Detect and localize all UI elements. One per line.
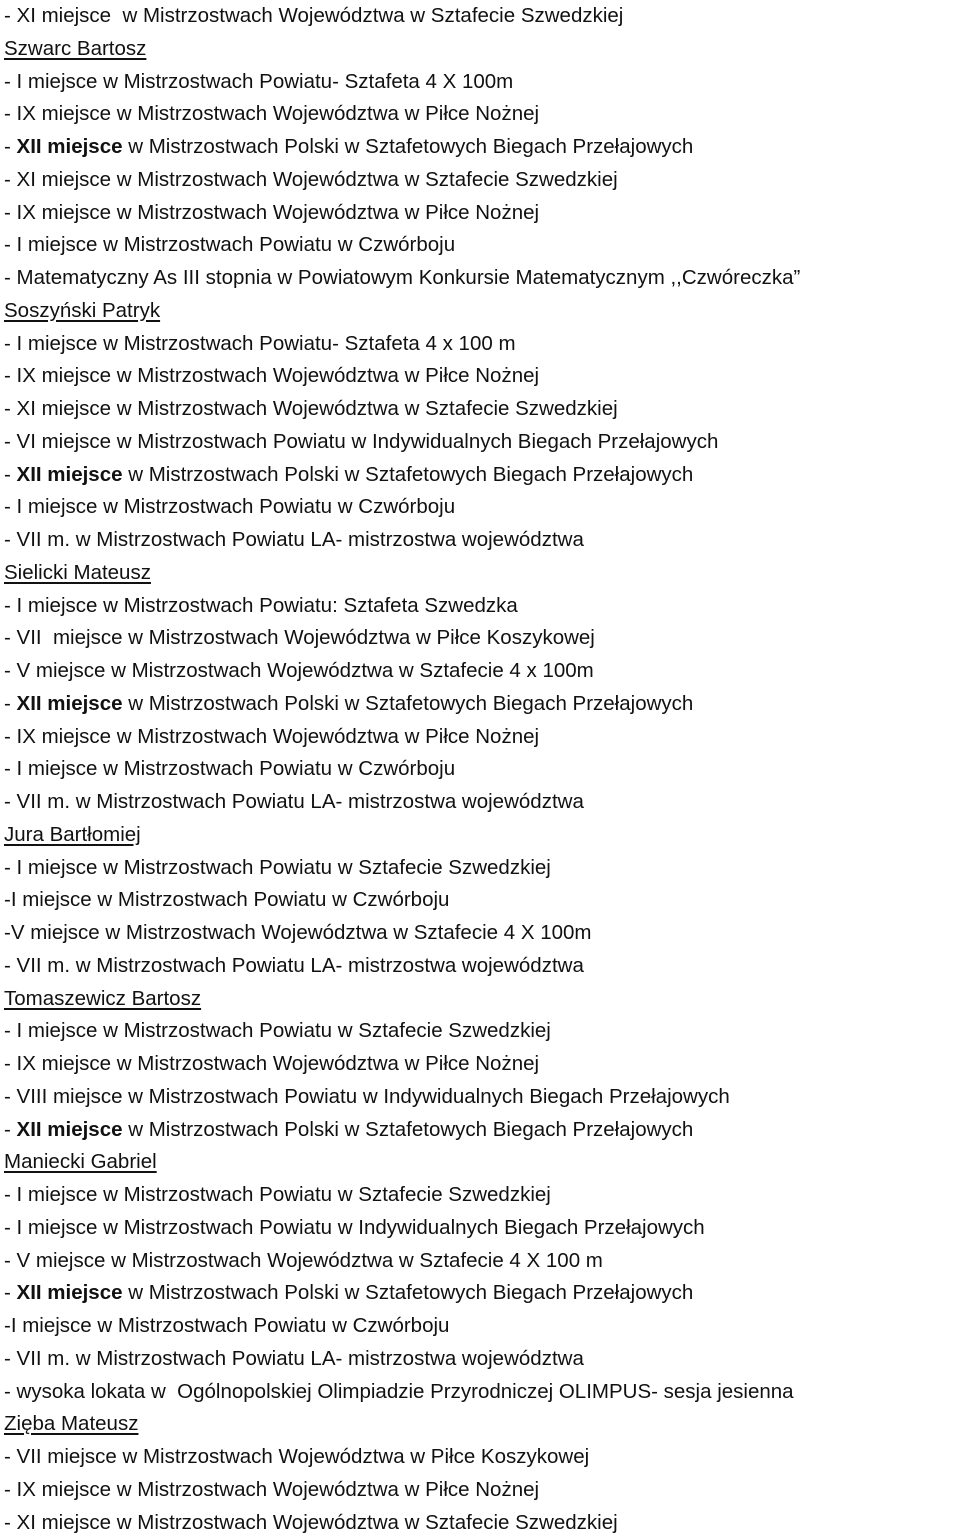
- achievement-line: - IX miejsce w Mistrzostwach Województwa w Piłce Nożnej: [4, 1048, 956, 1081]
- student-name-text: Sielicki Mateusz: [4, 561, 151, 584]
- achievement-line: [4, 1277, 956, 1310]
- achievement-line: - V miejsce w Mistrzostwach Województwa w Sztafecie 4 x 100m: [4, 655, 956, 688]
- student-name-text: Zięba Mateusz: [4, 1412, 138, 1435]
- achievement-rest: w Mistrzostwach Polski w Sztafetowych Biegach Przełajowych: [123, 135, 694, 158]
- achievement-line: - IX miejsce w Mistrzostwach Województwa w Piłce Nożnej: [4, 197, 956, 230]
- achievement-line: - I miejsce w Mistrzostwach Powiatu w Sztafecie Szwedzkiej: [4, 1179, 956, 1212]
- achievement-line: - XI miejsce w Mistrzostwach Województwa w Sztafecie Szwedzkiej: [4, 164, 956, 197]
- achievement-rest: w Mistrzostwach Polski w Sztafetowych Biegach Przełajowych: [123, 1118, 694, 1141]
- achievement-line: - IX miejsce w Mistrzostwach Województwa w Piłce Nożnej: [4, 721, 956, 754]
- achievement-line: - I miejsce w Mistrzostwach Powiatu w Indywidualnych Biegach Przełajowych: [4, 1212, 956, 1245]
- achievement-rest: w Mistrzostwach Polski w Sztafetowych Biegach Przełajowych: [123, 692, 694, 715]
- achievement-place-bold: XII miejsce: [17, 1118, 123, 1141]
- student-name-text: Szwarc Bartosz: [4, 37, 146, 60]
- achievement-line: - IX miejsce w Mistrzostwach Województwa w Piłce Nożnej: [4, 360, 956, 393]
- achievement-place-bold: XII miejsce: [17, 692, 123, 715]
- achievement-rest: w Mistrzostwach Polski w Sztafetowych Biegach Przełajowych: [123, 463, 694, 486]
- achievement-line: - IX miejsce w Mistrzostwach Województwa w Piłce Nożnej: [4, 1474, 956, 1507]
- achievement-line: - VIII miejsce w Mistrzostwach Powiatu w Indywidualnych Biegach Przełajowych: [4, 1081, 956, 1114]
- achievement-line: [4, 131, 956, 164]
- achievement-place-bold: XII miejsce: [17, 463, 123, 486]
- achievement-line: - VII m. w Mistrzostwach Powiatu LA- mistrzostwa województwa: [4, 1343, 956, 1376]
- achievement-line: - VII m. w Mistrzostwach Powiatu LA- mistrzostwa województwa: [4, 950, 956, 983]
- achievement-line: - wysoka lokata w Ogólnopolskiej Olimpiadzie Przyrodniczej OLIMPUS- sesja jesienna: [4, 1376, 956, 1409]
- achievement-line: - I miejsce w Mistrzostwach Powiatu w Czwórboju: [4, 229, 956, 262]
- student-name: [4, 295, 956, 328]
- achievement-line: - VII miejsce w Mistrzostwach Województwa w Piłce Koszykowej: [4, 1441, 956, 1474]
- achievement-line: - XI miejsce w Mistrzostwach Województwa w Sztafecie Szwedzkiej: [4, 393, 956, 426]
- achievements-document: [4, 0, 956, 1539]
- student-name: [4, 1146, 956, 1179]
- achievement-prefix: -: [4, 1281, 17, 1304]
- student-name-text: Soszyński Patryk: [4, 299, 160, 322]
- achievement-line: - I miejsce w Mistrzostwach Powiatu w Sztafecie Szwedzkiej: [4, 1015, 956, 1048]
- achievement-line: -I miejsce w Mistrzostwach Powiatu w Czwórboju: [4, 884, 956, 917]
- achievement-rest: w Mistrzostwach Polski w Sztafetowych Biegach Przełajowych: [123, 1281, 694, 1304]
- achievement-line: -V miejsce w Mistrzostwach Województwa w Sztafecie 4 X 100m: [4, 917, 956, 950]
- student-name: [4, 557, 956, 590]
- achievement-line: - Matematyczny As III stopnia w Powiatowym Konkursie Matematycznym ,,Czwóreczka”: [4, 262, 956, 295]
- student-name-text: Jura Bartłomiej: [4, 823, 141, 846]
- achievement-line: - XI miejsce w Mistrzostwach Województwa w Sztafecie Szwedzkiej: [4, 1507, 956, 1539]
- student-name: [4, 33, 956, 66]
- student-name-text: Tomaszewicz Bartosz: [4, 987, 201, 1010]
- achievement-line: -I miejsce w Mistrzostwach Powiatu w Czwórboju: [4, 1310, 956, 1343]
- achievement-line: - VII m. w Mistrzostwach Powiatu LA- mistrzostwa województwa: [4, 786, 956, 819]
- achievement-line: [4, 459, 956, 492]
- student-name: [4, 819, 956, 852]
- achievement-line: - I miejsce w Mistrzostwach Powiatu- Sztafeta 4 X 100m: [4, 66, 956, 99]
- achievement-line: - I miejsce w Mistrzostwach Powiatu w Czwórboju: [4, 753, 956, 786]
- achievement-place-bold: XII miejsce: [17, 1281, 123, 1304]
- achievement-prefix: -: [4, 1118, 17, 1141]
- achievement-prefix: -: [4, 135, 17, 158]
- achievement-prefix: -: [4, 463, 17, 486]
- achievement-line: - V miejsce w Mistrzostwach Województwa w Sztafecie 4 X 100 m: [4, 1245, 956, 1278]
- achievement-line: [4, 688, 956, 721]
- achievement-line: - I miejsce w Mistrzostwach Powiatu w Czwórboju: [4, 491, 956, 524]
- achievement-line: - I miejsce w Mistrzostwach Powiatu- Sztafeta 4 x 100 m: [4, 328, 956, 361]
- achievement-prefix: -: [4, 692, 17, 715]
- achievement-place-bold: XII miejsce: [17, 135, 123, 158]
- achievement-line: - IX miejsce w Mistrzostwach Województwa w Piłce Nożnej: [4, 98, 956, 131]
- student-name: [4, 1408, 956, 1441]
- achievement-line: - I miejsce w Mistrzostwach Powiatu w Sztafecie Szwedzkiej: [4, 852, 956, 885]
- achievement-line: - XI miejsce w Mistrzostwach Województwa w Sztafecie Szwedzkiej: [4, 0, 956, 33]
- achievement-line: - VII miejsce w Mistrzostwach Województwa w Piłce Koszykowej: [4, 622, 956, 655]
- achievement-line: - I miejsce w Mistrzostwach Powiatu: Sztafeta Szwedzka: [4, 590, 956, 623]
- achievement-line: - VII m. w Mistrzostwach Powiatu LA- mistrzostwa województwa: [4, 524, 956, 557]
- student-name: [4, 983, 956, 1016]
- achievement-line: - VI miejsce w Mistrzostwach Powiatu w Indywidualnych Biegach Przełajowych: [4, 426, 956, 459]
- achievement-line: [4, 1114, 956, 1147]
- student-name-text: Maniecki Gabriel: [4, 1150, 157, 1173]
